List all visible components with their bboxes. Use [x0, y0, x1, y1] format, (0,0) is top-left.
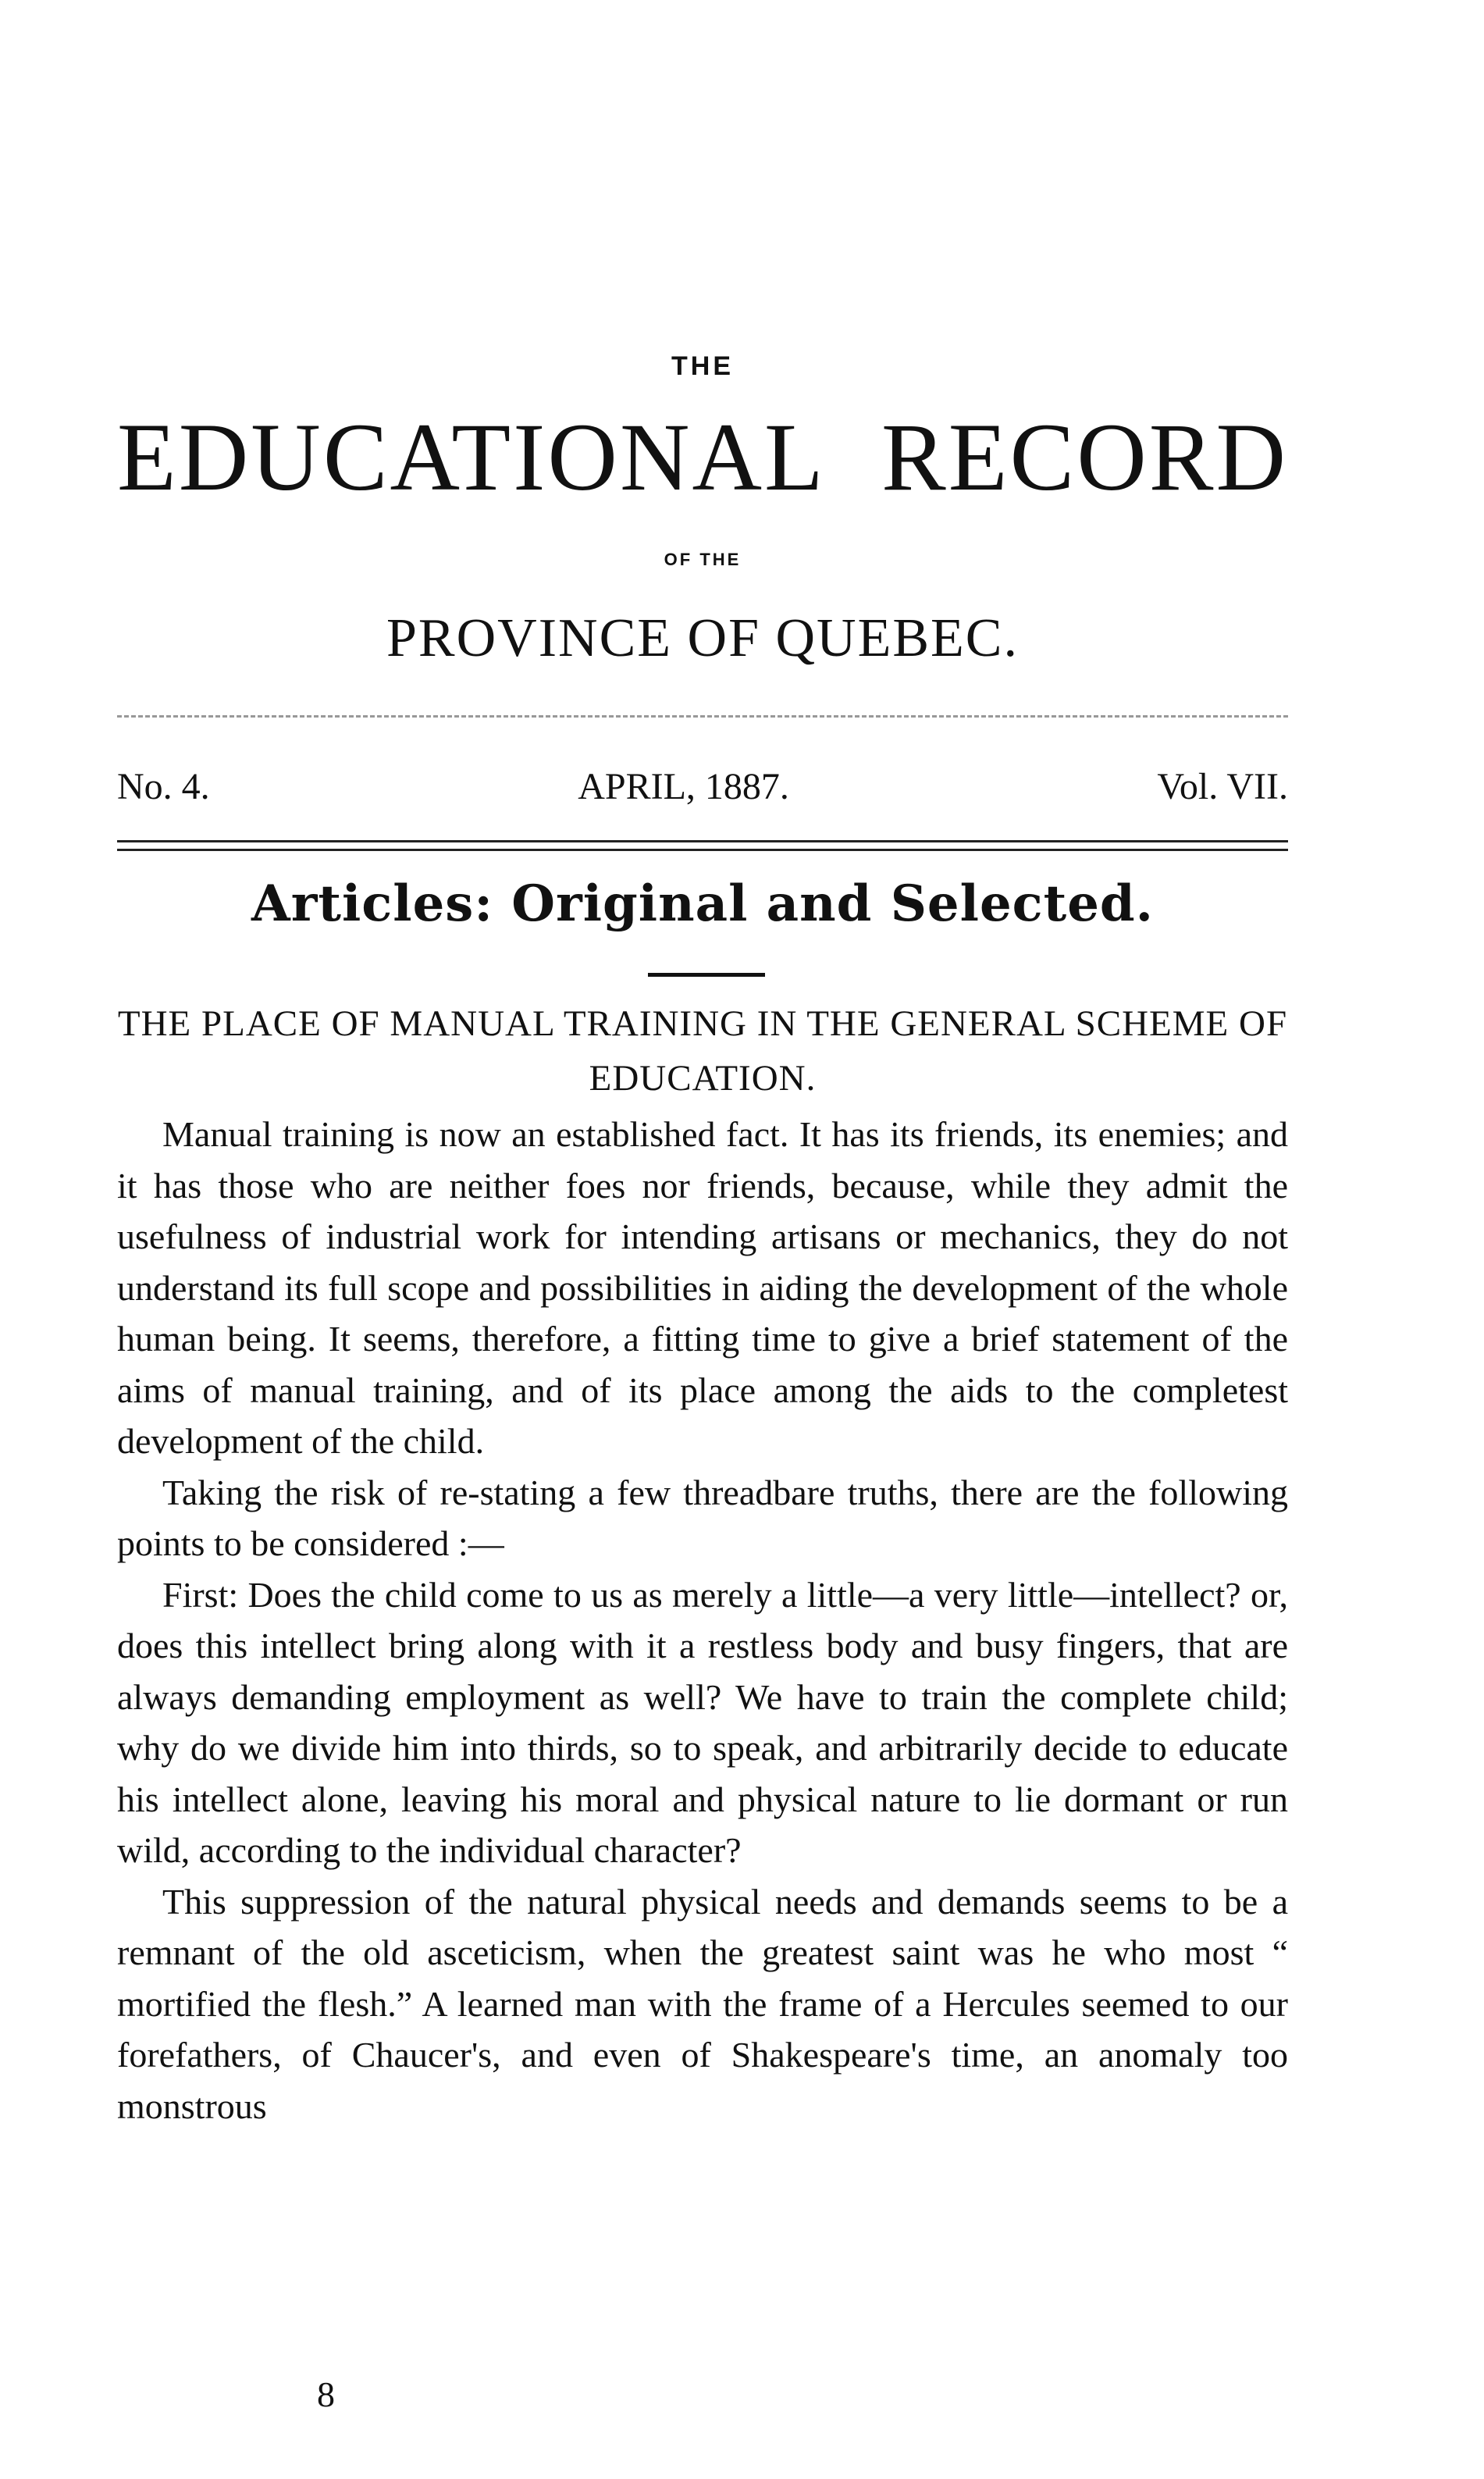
issue-volume: Vol. VII.: [1157, 766, 1288, 807]
masthead-province: PROVINCE OF QUEBEC.: [386, 608, 1020, 668]
masthead-title: [117, 404, 1288, 511]
issue-number: No. 4.: [117, 766, 210, 807]
section-title: Articles: Original and Selected.: [251, 874, 1154, 933]
masthead-of-the: OF THE: [664, 550, 742, 569]
masthead-title-right: RECORD: [881, 404, 1288, 511]
issue-date: APRIL, 1887.: [578, 766, 789, 807]
double-divider: [117, 840, 1288, 851]
article-paragraph: First: Does the child come to us as merely a little—a very little—intellect? or, does this intellect bring along with it a restless body and busy fingers, that are always demanding employment as well? We have to train the complete child; why do we divide him into thirds, so to speak, and arbitrarily decide to educate his intellect alone, leaving his moral and physical nature to lie dormant or run wild, according to the individual character?: [117, 1574, 1288, 1870]
masthead-kicker: THE: [671, 351, 734, 381]
article-body: [117, 1109, 1288, 2132]
article-paragraph: Manual training is now an established fact. It has its friends, its enemies; and it has those who are neither foes nor friends, because, while they admit the usefulness of industrial work for intending artisans or mechanics, they do not understand its full scope and possibilities in aiding the development of the whole human being. It seems, therefore, a fitting time to give a brief statement of the aims of manual training, and of its place among the aids to the completest development of the child.: [117, 1114, 1288, 1461]
article-paragraph: This suppression of the natural physical needs and demands seems to be a remnant of the old asceticism, when the greatest saint was he who most “ mortified the flesh.” A learned man with the frame of a Hercules seemed to our forefathers, of Chaucer's, and even of Shakespeare's time, an anomaly too monstrous: [117, 1881, 1288, 2126]
article-paragraph: Taking the risk of re-stating a few threadbare truths, there are the following points to be considered :—: [117, 1472, 1288, 1563]
masthead-title-left: EDUCATIONAL: [117, 404, 826, 511]
page-number: 8: [317, 2374, 335, 2414]
section-rule: [648, 973, 765, 977]
issue-line: [117, 765, 1288, 808]
dashed-divider: [117, 715, 1288, 718]
journal-page: [117, 0, 1288, 2479]
article-title: THE PLACE OF MANUAL TRAINING IN THE GENERAL SCHEME OF EDUCATION.: [117, 1003, 1288, 1099]
